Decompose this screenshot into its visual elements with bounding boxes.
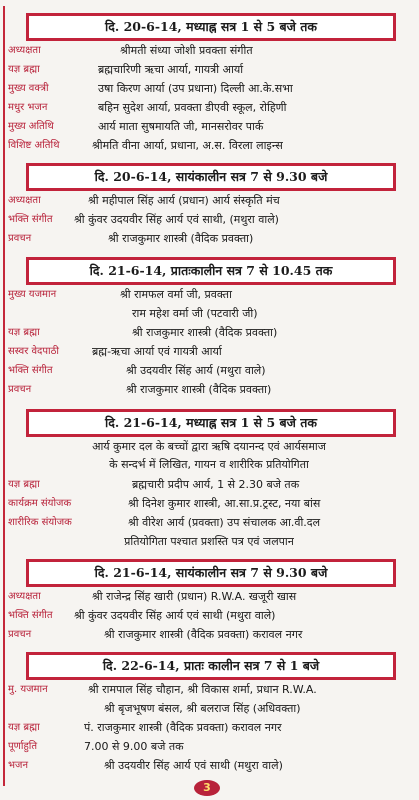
list-item: अध्यक्षता श्रीमती संध्या जोशी प्रवक्ता संगीत bbox=[8, 44, 253, 57]
list-item: विशिष्ट अतिथि श्रीमति वीना आर्या, प्रधाना, अ.स. विरला लाइन्स bbox=[8, 139, 283, 152]
section-2-header: दि. 20-6-14, सायंकालीन सत्र 7 से 9.30 बजे bbox=[26, 163, 396, 191]
section-4-header: दि. 21-6-14, मध्याह्न सत्र 1 से 5 बजे तक bbox=[26, 409, 396, 437]
list-item: यज्ञ ब्रह्मा ब्रह्मचारिणी ऋचा आर्या, गायत्री आर्या bbox=[8, 63, 244, 76]
list-item: यज्ञ ब्रह्मा ब्रह्मचारी प्रदीप आर्य, 1 से 2.30 बजे तक bbox=[8, 478, 300, 491]
list-item: मुख्य अतिथि आर्य माता सुषमायति जी, मानसरोवर पार्क bbox=[8, 120, 264, 133]
list-item: कार्यक्रम संयोजक श्री दिनेश कुमार शास्त्री, आ.सा.प्र.ट्रस्ट, नया बांस bbox=[8, 497, 321, 510]
list-item: भक्ति संगीत श्री उदयवीर सिंह आर्य (मथुरा वाले) bbox=[8, 364, 266, 377]
list-item: मुख्य वक्त्री उषा किरण आर्या (उप प्रधाना) दिल्ली आ.के.सभा bbox=[8, 82, 293, 95]
list-item: भक्ति संगीत श्री कुंवर उदयवीर सिंह आर्य एवं साथी, (मथुरा वाले) bbox=[8, 213, 279, 226]
list-item: अध्यक्षता श्री राजेन्द्र सिंह खारी (प्रधान) R.W.A. खजूरी खास bbox=[8, 590, 297, 603]
list-item: प्रवचन श्री राजकुमार शास्त्री (वैदिक प्रवक्ता) bbox=[8, 232, 254, 245]
list-item: प्रवचन श्री राजकुमार शास्त्री (वैदिक प्रवक्ता) bbox=[8, 383, 272, 396]
list-item: मधुर भजन बहिन सुदेश आर्या, प्रवक्ता डीएवी स्कूल, रोहिणी bbox=[8, 101, 287, 114]
list-item: भजन श्री उदयवीर सिंह आर्य एवं साथी (मथुरा वाले) bbox=[8, 759, 283, 772]
list-item: मु. यजमान श्री रामपाल सिंह चौहान, श्री विकास शर्मा, प्रधान R.W.A. bbox=[8, 683, 317, 696]
section-6-header: दि. 22-6-14, प्रातः कालीन सत्र 7 से 1 बजे bbox=[26, 652, 396, 680]
list-item: मुख्य यजमान श्री रामफल वर्मा जी, प्रवक्ता bbox=[8, 288, 232, 301]
section-1-header: दि. 20-6-14, मध्याह्न सत्र 1 से 5 बजे तक bbox=[26, 13, 396, 41]
section-3-header: दि. 21-6-14, प्रातःकालीन सत्र 7 से 10.45 तक bbox=[26, 257, 396, 285]
list-item: राम महेश वर्मा जी (पटवारी जी) bbox=[132, 307, 258, 320]
list-item: श्री बृजभूषण बंसल, श्री बलराज सिंह (अधिवक्ता) bbox=[104, 702, 301, 715]
list-item: अध्यक्षता श्री महीपाल सिंह आर्य (प्रधान) आर्य संस्कृति मंच bbox=[8, 194, 280, 207]
page-number: 3 bbox=[194, 780, 220, 796]
list-item: यज्ञ ब्रह्मा पं. राजकुमार शास्त्री (वैदिक प्रवक्ता) करावल नगर bbox=[8, 721, 282, 734]
list-item: शारीरिक संयोजक श्री वीरेश आर्य (प्रवक्ता) उप संचालक आ.वी.दल bbox=[8, 516, 321, 529]
outro-line: प्रतियोगिता पश्चात प्रशस्ति पत्र एवं जलपान bbox=[124, 535, 294, 548]
list-item: पूर्णाहुति 7.00 से 9.00 बजे तक bbox=[8, 740, 184, 753]
list-item: यज्ञ ब्रह्मा श्री राजकुमार शास्त्री (वैदिक प्रवक्ता) bbox=[8, 326, 278, 339]
section-5-header: दि. 21-6-14, सायंकालीन सत्र 7 से 9.30 बजे bbox=[26, 559, 396, 587]
intro-line: आर्य कुमार दल के बच्चों द्वारा ऋषि दयानन्द एवं आर्यसमाज bbox=[92, 440, 326, 453]
intro-line: के सन्दर्भ में लिखित, गायन व शारीरिक प्रतियोगिता bbox=[109, 458, 309, 471]
list-item: प्रवचन श्री राजकुमार शास्त्री (वैदिक प्रवक्ता) करावल नगर bbox=[8, 628, 303, 641]
list-item: भक्ति संगीत श्री कुंवर उदयवीर सिंह आर्य एवं साथी (मथुरा वाले) bbox=[8, 609, 276, 622]
list-item: सस्वर वेदपाठी ब्रह्म-ऋचा आर्या एवं गायत्री आर्या bbox=[8, 345, 222, 358]
